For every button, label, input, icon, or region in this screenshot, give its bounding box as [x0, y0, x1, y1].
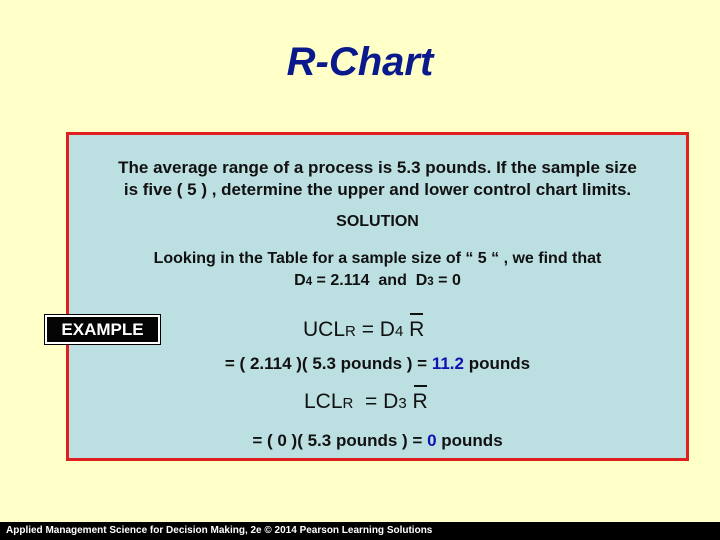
ucl-equals-d: = D — [355, 318, 395, 341]
ucl-symbol: UCL — [303, 318, 346, 341]
d4-symbol: D — [294, 272, 306, 289]
lcl-r-bar: R — [412, 390, 428, 413]
d4-subscript: 4 — [305, 276, 313, 288]
lcl-calc-text: = ( 0 )( 5.3 pounds ) = — [252, 431, 428, 450]
lcl-symbol: LCL — [304, 390, 343, 413]
d3-subscript: 3 — [427, 276, 434, 288]
d3-symbol: D — [415, 272, 428, 289]
slide-title: R-Chart — [286, 40, 434, 84]
problem-line-1: The average range of a process is 5.3 pounds. If the sample size — [118, 158, 637, 177]
lcl-formula — [304, 390, 428, 414]
footer-bar: Applied Management Science for Decision Making, 2e © 2014 Pearson Learning Solutions — [0, 522, 720, 540]
problem-line-2: is five ( 5 ) , determine the upper and lower control chart limits. — [123, 180, 632, 199]
lcl-d-subscript: 3 — [398, 395, 407, 412]
lcl-equals-d: = D — [353, 390, 399, 413]
d3-value: = 0 — [433, 272, 461, 289]
ucl-r-bar: R — [409, 318, 425, 341]
ucl-d-subscript: 4 — [394, 323, 404, 340]
ucl-formula — [303, 318, 424, 342]
d4-value: = 2.114 and — [312, 272, 416, 289]
example-panel — [66, 132, 689, 461]
ucl-calc-text: = ( 2.114 )( 5.3 pounds ) = — [224, 354, 432, 373]
ucl-unit: pounds — [463, 354, 531, 373]
solution-heading: SOLUTION — [336, 213, 419, 230]
problem-statement — [69, 157, 686, 201]
lookup-line: Looking in the Table for a sample size of “ 5 “ , we find that — [153, 250, 602, 267]
lcl-calculation — [69, 431, 686, 451]
ucl-result: 11.2 — [431, 354, 464, 373]
ucl-calculation — [69, 354, 686, 374]
lcl-subscript: R — [342, 395, 354, 412]
example-badge: EXAMPLE — [45, 315, 160, 344]
lcl-result: 0 — [427, 431, 437, 450]
table-lookup — [69, 248, 686, 293]
lcl-unit: pounds — [436, 431, 503, 450]
ucl-subscript: R — [345, 323, 356, 340]
